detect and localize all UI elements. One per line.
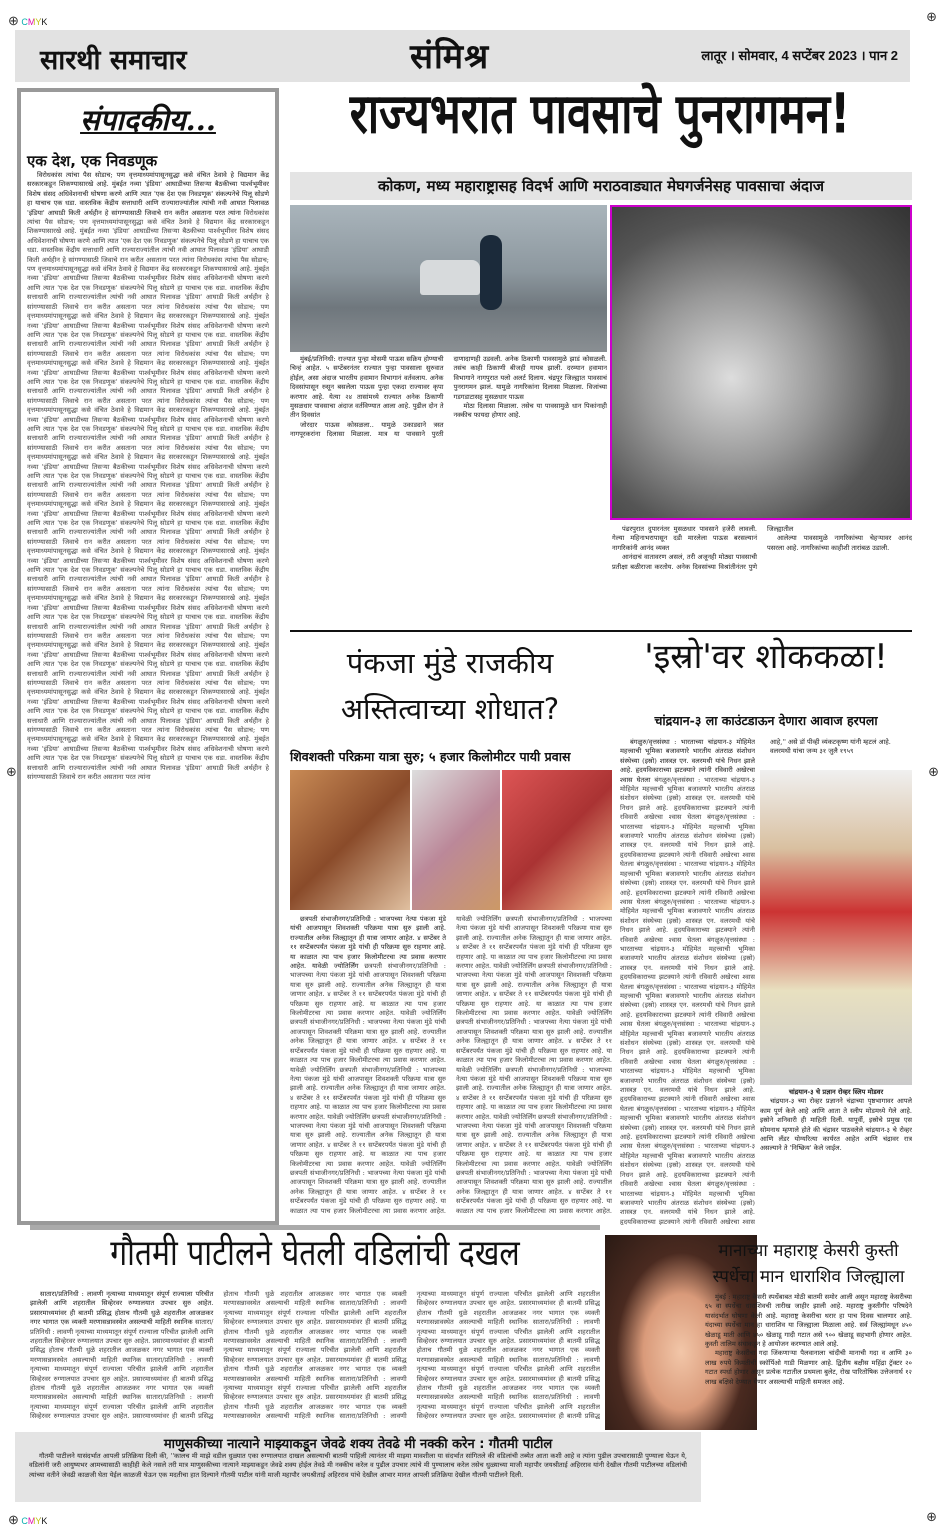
filler-copy: बंगळुरु/वृत्तसंस्था : भारताच्या चांद्रयान-३ मोहिमेत महत्त्वाची भूमिका बजावणारे भारतीय अंतराळ संशोधन संस्थेच्या (इस्रो) शास्त्रज्ञ एन. वलरमथी यांचे निधन झाले आहे. हृदयविकाराच्या झटक्याने त्यांनी रविवारी अखेरचा श्वास घेतला — [620, 897, 755, 944]
kesari-text: मुंबई : महाराष्ट्र केसरी स्पर्धेबाबत मोठी बातमी समोर आली असून महाराष्ट्र केसरीच्या ६५ वा स्पर्धेचा धाराशिवची तारीख जाहीर झाली आहे. महाराष्ट्र कुस्तीगीर परिषदेने यासंदर्भात घोषणा केली आहे. महाराष्ट्र केसरीचा थरार हा पाच दिवस चालणार आहे. यंदाच्या स्पर्धेचा मान हा धाराशिव या जिल्ह्याला मिळाला आहे. सर्व जिल्ह्यांमधून ४५० खेळाडू माती आणि ४५० खेळाडू गादी गटात असे ९०० खेळाडू सहभागी होणार आहेत. कुस्ती तालिम संघाकडून हे आयोजन करण्यात आले आहे. महाराष्ट्र केसरीचा गदा जिंकणाऱ्या पैलवानाला चांदीची मानाची गदा व आणि ३० लाख रुपये किमतीची स्कॉर्पिओ गाडी मिळणार आहे. द्वितीय बक्षीस महिंद्रा ट्रॅक्टर २० गटात स्पर्धा होणार असून प्रत्येक गटातील प्रथमला बुलेट, रोख पारितोषिक उत्तेजनार्थ १२ लाख बक्षिसे देण्यात येणार असल्याची माहिती समजत आहे. — [705, 1293, 912, 1386]
editorial-title: एक देश, एक निवडणूक — [27, 152, 158, 170]
filler-copy: विरोधकांस त्यांचा पैस सोडाच; पण वृत्तमाध्यमांपासूनसुद्धा कसे वंचित ठेवावे हे विद्यमान केंद्र सरकारकडून शिकण्यासारखे आहे. मुंबईत नव्या 'इंडिया' आघाडीच्या तिसऱ्या बैठकीच्या पार्श्वभूमीवर विशेष संसद अधिवेशनाची घोषणा करणे आणि त्यात 'एक देश एक निवडणूक' संकल्पनेचे पिलू सोडणे हा याचाच एक धडा. वास्तविक केंद्रीय सत्ताधारी आणि राज्याराज्यांतील त्यांची नवी आघात पिलावळ 'इंडिया' आघाडी किती अर्थहीन हे सांगण्यासाठी जिवाचे रान करीत असताना परत त्यांना — [27, 584, 269, 640]
lead-headline: राज्यभरात पावसाचे पुनरागमन! — [349, 82, 851, 147]
isro-quote: आहे,'' असे डॉ पीव्ही व्यंकटकृष्ण यांनी म्हटलं आहे. वलरमथी यांचा जन्म ३१ जुलै १९५९ — [770, 738, 891, 756]
filler-copy: बंगळुरु/वृत्तसंस्था : भारताच्या चांद्रयान-३ मोहिमेत महत्त्वाची भूमिका बजावणारे भारतीय अंतराळ संशोधन संस्थेच्या (इस्रो) शास्त्रज्ञ एन. वलरमथी यांचे निधन झाले आहे. हृदयविकाराच्या झटक्याने त्यांनी रविवारी अखेरचा श्वास घेतला — [620, 860, 755, 906]
gautami-text: सातारा/प्रतिनिधी : लावणी नृत्याच्या माध्यमातून संपूर्ण राज्याला परिचीत झालेली आणि शहरातील सिव्हेरवर रुग्णालयात उपचार सुरु आहेत. प्रसारमाध्यमांवर ही बातमी प्रसिद्ध होताच गौतमी धुळे शहरातील आजळकर नगर भागात एक व्यक्ती मरणासन्नावस्थेत असल्याची माहिती स्थानिक सातारा/प्रतिनिधी : लावणी नृत्याच्या माध्यमातून संपूर्ण राज्याला परिचीत झालेली आणि शहरातील सिव्हेरवर रुग्णालयात उपचार सुरु आहेत. प्रसारमाध्यमांवर ही बातमी प्रसिद्ध होताच गौतमी धुळे शहरातील आजळकर नगर भागात एक व्यक्ती मरणासन्नावस्थेत असल्याची माहिती स्थानिक सातारा/प्रतिनिधी : लावणी नृत्याच्या माध्यमातून संपूर्ण राज्याला परिचीत झालेली आणि शहरातील सिव्हेरवर रुग्णालयात उपचार सुरु आहेत. प्रसारमाध्यमांवर ही बातमी प्रसिद्ध होताच गौतमी धुळे शहरातील आजळकर नगर भागात एक व्यक्ती मरणासन्नावस्थेत असल्याची माहिती स्थानिक सातारा/प्रतिनिधी : लावणी नृत्याच्या माध्यमातून संपूर्ण राज्याला परिचीत झालेली आणि शहरातील सिव्हेरवर रुग्णालयात उपचार सुरु आहेत. प्रसारमाध्यमांवर ही बातमी प्रसिद्ध होताच गौतमी धुळे शहरातील आजळकर नगर भागात एक व्यक्ती मरणासन्नावस्थेत असल्याची माहिती स्थानिक सातारा/प्रतिनिधी : लावणी नृत्याच्या माध्यमातून संपूर्ण राज्याला परिचीत झालेली आणि शहरातील सिव्हेरवर रुग्णालयात उपचार सुरु आहेत. प्रसारमाध्यमांवर ही बातमी प्रसिद्ध होताच गौतमी धुळे शहरातील आजळकर नगर भागात एक व्यक्ती मरणासन्नावस्थेत असल्याची माहिती स्थानिक सातारा/प्रतिनिधी : लावणी नृत्याच्या माध्यमातून संपूर्ण राज्याला परिचीत झालेली आणि शहरातील सिव्हेरवर रुग्णालयात उपचार सुरु आहेत. प्रसारमाध्यमांवर ही बातमी प्रसिद्ध होताच गौतमी धुळे शहरातील आजळकर नगर भागात एक व्यक्ती मरणासन्नावस्थेत असल्याची माहिती स्थानिक सातारा/प्रतिनिधी : लावणी नृत्याच्या माध्यमातून संपूर्ण राज्याला परिचीत झालेली आणि शहरातील सिव्हेरवर रुग्णालयात उपचार सुरु आहेत. प्रसारमाध्यमांवर ही बातमी प्रसिद्ध होताच गौतमी धुळे शहरातील आजळकर नगर भागात एक व्यक्ती मरणासन्नावस्थेत असल्याची माहिती स्थानिक सातारा/प्रतिनिधी : लावणी नृत्याच्या माध्यमातून संपूर्ण राज्याला परिचीत झालेली आणि शहरातील सिव्हेरवर रुग्णालयात उपचार सुरु आहेत. प्रसारमाध्यमांवर ही बातमी प्रसिद्ध होताच गौतमी धुळे शहरातील आजळकर नगर भागात एक व्यक्ती मरणासन्नावस्थेत असल्याची माहिती स्थानिक सातारा/प्रतिनिधी : लावणी नृत्याच्या माध्यमातून संपूर्ण राज्याला परिचीत झालेली आणि शहरातील सिव्हेरवर रुग्णालयात उपचार सुरु आहेत. प्रसारमाध्यमांवर ही बातमी प्रसिद्ध होताच गौतमी धुळे शहरातील आजळकर नगर भागात एक व्यक्ती मरणासन्नावस्थेत असल्याची माहिती स्थानिक सातारा/प्रतिनिधी : लावणी नृत्याच्या माध्यमातून संपूर्ण राज्याला परिचीत झालेली आणि शहरातील सिव्हेरवर रुग्णालयात उपचार सुरु आहेत. प्रसारमाध्यमांवर ही बातमी प्रसिद्ध होताच गौतमी धुळे शहरातील आजळकर नगर भागात एक व्यक्ती मरणासन्नावस्थेत असल्याची माहिती स्थानिक सातारा/प्रतिनिधी : लावणी नृत्याच्या माध्यमातून संपूर्ण राज्याला परिचीत झालेली आणि शहरातील सिव्हेरवर रुग्णालयात उपचार सुरु आहेत. प्रसारमाध्यमांवर ही बातमी प्रसिद्ध — [30, 1290, 600, 1430]
cmyk-label: CMYK — [21, 1516, 48, 1526]
registration-mark-bottom — [8, 1512, 47, 1528]
filler-copy: छत्रपती संभाजीनगर/प्रतिनिधी : भाजपच्या नेत्या पंकजा मुंडे यांची आजपासून शिवशक्ती परिक्रमा यात्रा सुरु झाली आहे. राज्यातील अनेक जिल्ह्यातून ही यात्रा जाणार आहेत. ४ सप्टेंबर ते ११ सप्टेंबरपर्यंत पंकजा मुंडे यांची ही परिक्रमा सुरु राहणार आहे. या काळात त्या पाच हजार किलोमीटरचा त्या प्रवास करणार आहेत. यावेळी ज्योतिर्लिंग — [290, 962, 446, 1018]
filler-copy: छत्रपती संभाजीनगर/प्रतिनिधी : भाजपच्या नेत्या पंकजा मुंडे यांची आजपासून शिवशक्ती परिक्रमा यात्रा सुरु झाली आहे. राज्यातील अनेक जिल्ह्यातून ही यात्रा जाणार आहेत. ४ सप्टेंबर ते ११ सप्टेंबरपर्यंत पंकजा मुंडे यांची ही परिक्रमा सुरु राहणार आहे. या काळात त्या पाच हजार किलोमीटरचा त्या प्रवास करणार आहेत. यावेळी ज्योतिर्लिंग — [456, 1112, 612, 1168]
lead-map-text: पंढरपुरात दुपारनंतर मुसळधार पावसाने हजेरी लावली. गेल्या महिनाभरापासून दडी मारलेला पाऊस बरसल्यानं नागरिकांनी आनंद व्यक्त आनंदाचं वातावरण असलं, तरी अजूनही मोठ्या पावसाची प्रतीक्षा बळीराजा करतोय. अनेक दिवसांच्या विश्रांतीनंतर पुणे जिल्ह्यातील आलेल्या पावसामुळे नागरिकांच्या चेहऱ्यावर आनंद पसरला आहे. नागरिकांच्या काहीशी तारांबळ उडाली. — [612, 525, 912, 571]
filler-copy: छत्रपती संभाजीनगर/प्रतिनिधी : भाजपच्या नेत्या पंकजा मुंडे यांची आजपासून शिवशक्ती परिक्रमा यात्रा सुरु झाली आहे. राज्यातील अनेक जिल्ह्यातून ही यात्रा जाणार आहेत. ४ सप्टेंबर ते ११ सप्टेंबरपर्यंत पंकजा मुंडे यांची ही परिक्रमा सुरु राहणार आहे. या काळात त्या पाच हजार किलोमीटरचा त्या प्रवास करणार आहेत. यावेळी ज्योतिर्लिंग — [290, 1018, 446, 1074]
filler-copy: सातारा/प्रतिनिधी : लावणी नृत्याच्या माध्यमातून संपूर्ण राज्याला परिचीत झालेली आणि शहरातील सिव्हेरवर रुग्णालयात उपचार सुरु आहेत. प्रसारमाध्यमांवर ही बातमी प्रसिद्ध होताच गौतमी धुळे शहरातील आजळकर नगर भागात एक व्यक्ती मरणासन्नावस्थेत असल्याची माहिती स्थानिक — [223, 1337, 407, 1383]
filler-copy: छत्रपती संभाजीनगर/प्रतिनिधी : भाजपच्या नेत्या पंकजा मुंडे यांची आजपासून शिवशक्ती परिक्रमा यात्रा सुरु झाली आहे. राज्यातील अनेक जिल्ह्यातून ही यात्रा जाणार आहेत. ४ सप्टेंबर ते ११ सप्टेंबरपर्यंत पंकजा मुंडे यांची ही परिक्रमा सुरु राहणार आहे. या काळात त्या पाच हजार किलोमीटरचा त्या प्रवास करणार आहेत. — [456, 1168, 612, 1215]
registration-cross-icon: ⊕ — [6, 765, 17, 780]
filler-copy: सातारा/प्रतिनिधी : लावणी नृत्याच्या माध्यमातून संपूर्ण राज्याला परिचीत झालेली आणि शहरातील सिव्हेरवर रुग्णालयात उपचार सुरु आहेत. प्रसारमाध्यमांवर ही बातमी प्रसिद्ध — [416, 1393, 600, 1421]
filler-copy: विरोधकांस त्यांचा पैस सोडाच; पण वृत्तमाध्यमांपासूनसुद्धा कसे वंचित ठेवावे हे विद्यमान केंद्र सरकारकडून शिकण्यासारखे आहे. मुंबईत नव्या 'इंडिया' आघाडीच्या तिसऱ्या बैठकीच्या पार्श्वभूमीवर विशेष संसद अधिवेशनाची घोषणा करणे आणि त्यात 'एक देश एक निवडणूक' संकल्पनेचे पिलू सोडणे हा याचाच एक धडा. वास्तविक केंद्रीय सत्ताधारी आणि राज्याराज्यांतील त्यांची नवी आघात पिलावळ 'इंडिया' आघाडी किती अर्थहीन हे सांगण्यासाठी जिवाचे रान करीत असताना परत त्यांना — [27, 302, 269, 358]
kesari-headline: मानाच्या महाराष्ट्र केसरी कुस्ती स्पर्धेचा मान धाराशिव जिल्ह्याला — [712, 1241, 905, 1287]
filler-copy: सातारा/प्रतिनिधी : लावणी नृत्याच्या माध्यमातून संपूर्ण राज्याला परिचीत झालेली आणि शहरातील सिव्हेरवर रुग्णालयात उपचार सुरु आहेत. प्रसारमाध्यमांवर ही बातमी प्रसिद्ध होताच गौतमी धुळे शहरातील आजळकर नगर भागात एक व्यक्ती मरणासन्नावस्थेत असल्याची माहिती स्थानिक — [416, 1355, 600, 1402]
filler-copy: बंगळुरु/वृत्तसंस्था : भारताच्या चांद्रयान-३ मोहिमेत महत्त्वाची भूमिका बजावणारे भारतीय अंतराळ संशोधन संस्थेच्या (इस्रो) शास्त्रज्ञ एन. वलरमथी यांचे निधन झाले आहे. हृदयविकाराच्या झटक्याने त्यांनी रविवारी अखेरचा श्वास — [620, 1180, 755, 1225]
lead-closing: मोठा दिलासा मिळाला. तसेच या पावसामुळे धान पिकांनाही नक्कीच फायदा होणार आहे. — [453, 402, 607, 420]
gautami-box-title: माणुसकीच्या नात्याने माझ्याकडून जेवढे शक्य तेवढे मी नक्की करेन : गौतमी पाटील — [163, 1437, 553, 1452]
registration-cross-icon: ⊕ — [8, 1512, 19, 1527]
dateline: लातूर । सोमवार, 4 सप्टेंबर 2023 । पान 2 — [701, 48, 898, 63]
editorial-label: संपादकीय... — [80, 103, 216, 137]
isro-headline: 'इस्रो'वर शोककळा! — [644, 637, 888, 677]
divider — [30, 1225, 600, 1230]
filler-copy: सातारा/प्रतिनिधी : लावणी नृत्याच्या माध्यमातून संपूर्ण राज्याला परिचीत झालेली आणि शहरातील सिव्हेरवर रुग्णालयात उपचार सुरु आहेत. प्रसारमाध्यमांवर ही बातमी प्रसिद्ध होताच गौतमी धुळे शहरातील आजळकर नगर भागात एक व्यक्ती मरणासन्नावस्थेत असल्याची माहिती स्थानिक — [30, 1355, 214, 1402]
filler-copy: विरोधकांस त्यांचा पैस सोडाच; पण वृत्तमाध्यमांपासूनसुद्धा कसे वंचित ठेवावे हे विद्यमान केंद्र सरकारकडून शिकण्यासारखे आहे. मुंबईत नव्या 'इंडिया' आघाडीच्या तिसऱ्या बैठकीच्या पार्श्वभूमीवर विशेष संसद अधिवेशनाची घोषणा करणे आणि त्यात 'एक देश एक निवडणूक' संकल्पनेचे पिलू सोडणे हा याचाच एक धडा. वास्तविक केंद्रीय सत्ताधारी आणि राज्याराज्यांतील त्यांची नवी आघात पिलावळ 'इंडिया' आघाडी किती अर्थहीन हे सांगण्यासाठी जिवाचे रान करीत असताना परत त्यांना — [27, 396, 269, 452]
newspaper-logo: संमिश्र — [410, 37, 490, 77]
filler-copy: विरोधकांस त्यांचा पैस सोडाच; पण वृत्तमाध्यमांपासूनसुद्धा कसे वंचित ठेवावे हे विद्यमान केंद्र सरकारकडून शिकण्यासारखे आहे. मुंबईत नव्या 'इंडिया' आघाडीच्या तिसऱ्या बैठकीच्या पार्श्वभूमीवर विशेष संसद अधिवेशनाची घोषणा करणे आणि त्यात 'एक देश एक निवडणूक' संकल्पनेचे पिलू सोडणे हा याचाच एक धडा. वास्तविक केंद्रीय सत्ताधारी आणि राज्याराज्यांतील त्यांची नवी आघात पिलावळ 'इंडिया' आघाडी किती अर्थहीन हे सांगण्यासाठी जिवाचे रान करीत असताना परत त्यांना — [27, 678, 269, 734]
filler-copy: बंगळुरु/वृत्तसंस्था : भारताच्या चांद्रयान-३ मोहिमेत महत्त्वाची भूमिका बजावणारे भारतीय अंतराळ संशोधन संस्थेच्या (इस्रो) शास्त्रज्ञ एन. वलरमथी यांचे निधन झाले आहे. हृदयविकाराच्या झटक्याने त्यांनी रविवारी अखेरचा श्वास घेतला — [620, 775, 755, 822]
filler-copy: छत्रपती संभाजीनगर/प्रतिनिधी : भाजपच्या नेत्या पंकजा मुंडे यांची आजपासून शिवशक्ती परिक्रमा यात्रा सुरु झाली आहे. राज्यातील अनेक जिल्ह्यातून ही यात्रा जाणार आहेत. ४ सप्टेंबर ते ११ सप्टेंबरपर्यंत पंकजा मुंडे यांची ही परिक्रमा सुरु राहणार आहे. या काळात त्या पाच हजार किलोमीटरचा त्या प्रवास करणार आहेत. यावेळी ज्योतिर्लिंग — [456, 1065, 612, 1121]
registration-mark-top — [8, 13, 47, 29]
filler-copy: छत्रपती संभाजीनगर/प्रतिनिधी : भाजपच्या नेत्या पंकजा मुंडे यांची आजपासून शिवशक्ती परिक्रमा यात्रा सुरु झाली आहे. राज्यातील अनेक जिल्ह्यातून ही यात्रा जाणार आहेत. ४ सप्टेंबर ते ११ सप्टेंबरपर्यंत पंकजा मुंडे यांची ही परिक्रमा सुरु राहणार आहे. या काळात त्या पाच हजार किलोमीटरचा त्या प्रवास करणार आहेत. यावेळी ज्योतिर्लिंग — [456, 962, 612, 1018]
section-name: सारथी समाचार — [40, 45, 187, 76]
filler-copy: बंगळुरु/वृत्तसंस्था : भारताच्या चांद्रयान-३ मोहिमेत महत्त्वाची भूमिका बजावणारे भारतीय अंतराळ संशोधन संस्थेच्या (इस्रो) शास्त्रज्ञ एन. वलरमथी यांचे निधन झाले आहे. हृदयविकाराच्या झटक्याने त्यांनी रविवारी अखेरचा श्वास घेतला — [620, 1057, 755, 1113]
valarmathi-photo — [760, 770, 912, 1085]
isro-text: बंगळुरु/वृत्तसंस्था : भारताच्या चांद्रयान-३ मोहिमेत महत्त्वाची भूमिका बजावणारे भारतीय अंतराळ संशोधन संस्थेच्या (इस्रो) शास्त्रज्ञ एन. वलरमथी यांचे निधन झाले आहे. हृदयविकाराच्या झटक्याने त्यांनी रविवारी अखेरचा श्वास घेतला बंगळुरु/वृत्तसंस्था : भारताच्या चांद्रयान-३ मोहिमेत महत्त्वाची भूमिका बजावणारे भारतीय अंतराळ संशोधन संस्थेच्या (इस्रो) शास्त्रज्ञ एन. वलरमथी यांचे निधन झाले आहे. हृदयविकाराच्या झटक्याने त्यांनी रविवारी अखेरचा श्वास घेतला बंगळुरु/वृत्तसंस्था : भारताच्या चांद्रयान-३ मोहिमेत महत्त्वाची भूमिका बजावणारे भारतीय अंतराळ संशोधन संस्थेच्या (इस्रो) शास्त्रज्ञ एन. वलरमथी यांचे निधन झाले आहे. हृदयविकाराच्या झटक्याने त्यांनी रविवारी अखेरचा श्वास घेतला बंगळुरु/वृत्तसंस्था : भारताच्या चांद्रयान-३ मोहिमेत महत्त्वाची भूमिका बजावणारे भारतीय अंतराळ संशोधन संस्थेच्या (इस्रो) शास्त्रज्ञ एन. वलरमथी यांचे निधन झाले आहे. हृदयविकाराच्या झटक्याने त्यांनी रविवारी अखेरचा श्वास घेतला बंगळुरु/वृत्तसंस्था : भारताच्या चांद्रयान-३ मोहिमेत महत्त्वाची भूमिका बजावणारे भारतीय अंतराळ संशोधन संस्थेच्या (इस्रो) शास्त्रज्ञ एन. वलरमथी यांचे निधन झाले आहे. हृदयविकाराच्या झटक्याने त्यांनी रविवारी अखेरचा श्वास घेतला बंगळुरु/वृत्तसंस्था : भारताच्या चांद्रयान-३ मोहिमेत महत्त्वाची भूमिका बजावणारे भारतीय अंतराळ संशोधन संस्थेच्या (इस्रो) शास्त्रज्ञ एन. वलरमथी यांचे निधन झाले आहे. हृदयविकाराच्या झटक्याने त्यांनी रविवारी अखेरचा श्वास घेतला बंगळुरु/वृत्तसंस्था : भारताच्या चांद्रयान-३ मोहिमेत महत्त्वाची भूमिका बजावणारे भारतीय अंतराळ संशोधन संस्थेच्या (इस्रो) शास्त्रज्ञ एन. वलरमथी यांचे निधन झाले आहे. हृदयविकाराच्या झटक्याने त्यांनी रविवारी अखेरचा श्वास घेतला बंगळुरु/वृत्तसंस्था : भारताच्या चांद्रयान-३ मोहिमेत महत्त्वाची भूमिका बजावणारे भारतीय अंतराळ संशोधन संस्थेच्या (इस्रो) शास्त्रज्ञ एन. वलरमथी यांचे निधन झाले आहे. हृदयविकाराच्या झटक्याने त्यांनी रविवारी अखेरचा श्वास घेतला बंगळुरु/वृत्तसंस्था : भारताच्या चांद्रयान-३ मोहिमेत महत्त्वाची भूमिका बजावणारे भारतीय अंतराळ संशोधन संस्थेच्या (इस्रो) शास्त्रज्ञ एन. वलरमथी यांचे निधन झाले आहे. हृदयविकाराच्या झटक्याने त्यांनी रविवारी अखेरचा श्वास घेतला बंगळुरु/वृत्तसंस्था : भारताच्या चांद्रयान-३ मोहिमेत महत्त्वाची भूमिका बजावणारे भारतीय अंतराळ संशोधन संस्थेच्या (इस्रो) शास्त्रज्ञ एन. वलरमथी यांचे निधन झाले आहे. हृदयविकाराच्या झटक्याने त्यांनी रविवारी अखेरचा श्वास घेतला बंगळुरु/वृत्तसंस्था : भारताच्या चांद्रयान-३ मोहिमेत महत्त्वाची भूमिका बजावणारे भारतीय अंतराळ संशोधन संस्थेच्या (इस्रो) शास्त्रज्ञ एन. वलरमथी यांचे निधन झाले आहे. हृदयविकाराच्या झटक्याने त्यांनी रविवारी अखेरचा श्वास घेतला बंगळुरु/वृत्तसंस्था : भारताच्या चांद्रयान-३ मोहिमेत महत्त्वाची भूमिका बजावणारे भारतीय अंतराळ संशोधन संस्थेच्या (इस्रो) शास्त्रज्ञ एन. वलरमथी यांचे निधन झाले आहे. हृदयविकाराच्या झटक्याने त्यांनी रविवारी अखेरचा श्वास — [620, 738, 755, 1225]
filler-copy: बंगळुरु/वृत्तसंस्था : भारताच्या चांद्रयान-३ मोहिमेत महत्त्वाची भूमिका बजावणारे भारतीय अंतराळ संशोधन संस्थेच्या (इस्रो) शास्त्रज्ञ एन. वलरमथी यांचे निधन झाले आहे. हृदयविकाराच्या झटक्याने त्यांनी रविवारी अखेरचा श्वास घेतला — [620, 982, 755, 1029]
registration-cross-icon: ⊕ — [926, 10, 937, 25]
filler-copy: सातारा/प्रतिनिधी : लावणी नृत्याच्या माध्यमातून संपूर्ण राज्याला परिचीत झालेली आणि शहरातील सिव्हेरवर रुग्णालयात उपचार सुरु आहेत. प्रसारमाध्यमांवर ही बातमी प्रसिद्ध होताच गौतमी धुळे शहरातील आजळकर नगर भागात एक व्यक्ती मरणासन्नावस्थेत असल्याची माहिती स्थानिक — [30, 1318, 214, 1364]
editorial-text: विरोधकांस त्यांचा पैस सोडाच; पण वृत्तमाध्यमांपासूनसुद्धा कसे वंचित ठेवावे हे विद्यमान केंद्र सरकारकडून शिकण्यासारखे आहे. मुंबईत नव्या 'इंडिया' आघाडीच्या तिसऱ्या बैठकीच्या पार्श्वभूमीवर विशेष संसद अधिवेशनाची घोषणा करणे आणि त्यात 'एक देश एक निवडणूक' संकल्पनेचे पिलू सोडणे हा याचाच एक धडा. वास्तविक केंद्रीय सत्ताधारी आणि राज्याराज्यांतील त्यांची नवी आघात पिलावळ 'इंडिया' आघाडी किती अर्थहीन हे सांगण्यासाठी जिवाचे रान करीत असताना परत त्यांना विरोधकांस त्यांचा पैस सोडाच; पण वृत्तमाध्यमांपासूनसुद्धा कसे वंचित ठेवावे हे विद्यमान केंद्र सरकारकडून शिकण्यासारखे आहे. मुंबईत नव्या 'इंडिया' आघाडीच्या तिसऱ्या बैठकीच्या पार्श्वभूमीवर विशेष संसद अधिवेशनाची घोषणा करणे आणि त्यात 'एक देश एक निवडणूक' संकल्पनेचे पिलू सोडणे हा याचाच एक धडा. वास्तविक केंद्रीय सत्ताधारी आणि राज्याराज्यांतील त्यांची नवी आघात पिलावळ 'इंडिया' आघाडी किती अर्थहीन हे सांगण्यासाठी जिवाचे रान करीत असताना परत त्यांना विरोधकांस त्यांचा पैस सोडाच; पण वृत्तमाध्यमांपासूनसुद्धा कसे वंचित ठेवावे हे विद्यमान केंद्र सरकारकडून शिकण्यासारखे आहे. मुंबईत नव्या 'इंडिया' आघाडीच्या तिसऱ्या बैठकीच्या पार्श्वभूमीवर विशेष संसद अधिवेशनाची घोषणा करणे आणि त्यात 'एक देश एक निवडणूक' संकल्पनेचे पिलू सोडणे हा याचाच एक धडा. वास्तविक केंद्रीय सत्ताधारी आणि राज्याराज्यांतील त्यांची नवी आघात पिलावळ 'इंडिया' आघाडी किती अर्थहीन हे सांगण्यासाठी जिवाचे रान करीत असताना परत त्यांना विरोधकांस त्यांचा पैस सोडाच; पण वृत्तमाध्यमांपासूनसुद्धा कसे वंचित ठेवावे हे विद्यमान केंद्र सरकारकडून शिकण्यासारखे आहे. मुंबईत नव्या 'इंडिया' आघाडीच्या तिसऱ्या बैठकीच्या पार्श्वभूमीवर विशेष संसद अधिवेशनाची घोषणा करणे आणि त्यात 'एक देश एक निवडणूक' संकल्पनेचे पिलू सोडणे हा याचाच एक धडा. वास्तविक केंद्रीय सत्ताधारी आणि राज्याराज्यांतील त्यांची नवी आघात पिलावळ 'इंडिया' आघाडी किती अर्थहीन हे सांगण्यासाठी जिवाचे रान करीत असताना परत त्यांना विरोधकांस त्यांचा पैस सोडाच; पण वृत्तमाध्यमांपासूनसुद्धा कसे वंचित ठेवावे हे विद्यमान केंद्र सरकारकडून शिकण्यासारखे आहे. मुंबईत नव्या 'इंडिया' आघाडीच्या तिसऱ्या बैठकीच्या पार्श्वभूमीवर विशेष संसद अधिवेशनाची घोषणा करणे आणि त्यात 'एक देश एक निवडणूक' संकल्पनेचे पिलू सोडणे हा याचाच एक धडा. वास्तविक केंद्रीय सत्ताधारी आणि राज्याराज्यांतील त्यांची नवी आघात पिलावळ 'इंडिया' आघाडी किती अर्थहीन हे सांगण्यासाठी जिवाचे रान करीत असताना परत त्यांना विरोधकांस त्यांचा पैस सोडाच; पण वृत्तमाध्यमांपासूनसुद्धा कसे वंचित ठेवावे हे विद्यमान केंद्र सरकारकडून शिकण्यासारखे आहे. मुंबईत नव्या 'इंडिया' आघाडीच्या तिसऱ्या बैठकीच्या पार्श्वभूमीवर विशेष संसद अधिवेशनाची घोषणा करणे आणि त्यात 'एक देश एक निवडणूक' संकल्पनेचे पिलू सोडणे हा याचाच एक धडा. वास्तविक केंद्रीय सत्ताधारी आणि राज्याराज्यांतील त्यांची नवी आघात पिलावळ 'इंडिया' आघाडी किती अर्थहीन हे सांगण्यासाठी जिवाचे रान करीत असताना परत त्यांना विरोधकांस त्यांचा पैस सोडाच; पण वृत्तमाध्यमांपासूनसुद्धा कसे वंचित ठेवावे हे विद्यमान केंद्र सरकारकडून शिकण्यासारखे आहे. मुंबईत नव्या 'इंडिया' आघाडीच्या तिसऱ्या बैठकीच्या पार्श्वभूमीवर विशेष संसद अधिवेशनाची घोषणा करणे आणि त्यात 'एक देश एक निवडणूक' संकल्पनेचे पिलू सोडणे हा याचाच एक धडा. वास्तविक केंद्रीय सत्ताधारी आणि राज्याराज्यांतील त्यांची नवी आघात पिलावळ 'इंडिया' आघाडी किती अर्थहीन हे सांगण्यासाठी जिवाचे रान करीत असताना परत त्यांना विरोधकांस त्यांचा पैस सोडाच; पण वृत्तमाध्यमांपासूनसुद्धा कसे वंचित ठेवावे हे विद्यमान केंद्र सरकारकडून शिकण्यासारखे आहे. मुंबईत नव्या 'इंडिया' आघाडीच्या तिसऱ्या बैठकीच्या पार्श्वभूमीवर विशेष संसद अधिवेशनाची घोषणा करणे आणि त्यात 'एक देश एक निवडणूक' संकल्पनेचे पिलू सोडणे हा याचाच एक धडा. वास्तविक केंद्रीय सत्ताधारी आणि राज्याराज्यांतील त्यांची नवी आघात पिलावळ 'इंडिया' आघाडी किती अर्थहीन हे सांगण्यासाठी जिवाचे रान करीत असताना परत त्यांना विरोधकांस त्यांचा पैस सोडाच; पण वृत्तमाध्यमांपासूनसुद्धा कसे वंचित ठेवावे हे विद्यमान केंद्र सरकारकडून शिकण्यासारखे आहे. मुंबईत नव्या 'इंडिया' आघाडीच्या तिसऱ्या बैठकीच्या पार्श्वभूमीवर विशेष संसद अधिवेशनाची घोषणा करणे आणि त्यात 'एक देश एक निवडणूक' संकल्पनेचे पिलू सोडणे हा याचाच एक धडा. वास्तविक केंद्रीय सत्ताधारी आणि राज्याराज्यांतील त्यांची नवी आघात पिलावळ 'इंडिया' आघाडी किती अर्थहीन हे सांगण्यासाठी जिवाचे रान करीत असताना परत त्यांना विरोधकांस त्यांचा पैस सोडाच; पण वृत्तमाध्यमांपासूनसुद्धा कसे वंचित ठेवावे हे विद्यमान केंद्र सरकारकडून शिकण्यासारखे आहे. मुंबईत नव्या 'इंडिया' आघाडीच्या तिसऱ्या बैठकीच्या पार्श्वभूमीवर विशेष संसद अधिवेशनाची घोषणा करणे आणि त्यात 'एक देश एक निवडणूक' संकल्पनेचे पिलू सोडणे हा याचाच एक धडा. वास्तविक केंद्रीय सत्ताधारी आणि राज्याराज्यांतील त्यांची नवी आघात पिलावळ 'इंडिया' आघाडी किती अर्थहीन हे सांगण्यासाठी जिवाचे रान करीत असताना परत त्यांना विरोधकांस त्यांचा पैस सोडाच; पण वृत्तमाध्यमांपासूनसुद्धा कसे वंचित ठेवावे हे विद्यमान केंद्र सरकारकडून शिकण्यासारखे आहे. मुंबईत नव्या 'इंडिया' आघाडीच्या तिसऱ्या बैठकीच्या पार्श्वभूमीवर विशेष संसद अधिवेशनाची घोषणा करणे आणि त्यात 'एक देश एक निवडणूक' संकल्पनेचे पिलू सोडणे हा याचाच एक धडा. वास्तविक केंद्रीय सत्ताधारी आणि राज्याराज्यांतील त्यांची नवी आघात पिलावळ 'इंडिया' आघाडी किती अर्थहीन हे सांगण्यासाठी जिवाचे रान करीत असताना परत त्यांना विरोधकांस त्यांचा पैस सोडाच; पण वृत्तमाध्यमांपासूनसुद्धा कसे वंचित ठेवावे हे विद्यमान केंद्र सरकारकडून शिकण्यासारखे आहे. मुंबईत नव्या 'इंडिया' आघाडीच्या तिसऱ्या बैठकीच्या पार्श्वभूमीवर विशेष संसद अधिवेशनाची घोषणा करणे आणि त्यात 'एक देश एक निवडणूक' संकल्पनेचे पिलू सोडणे हा याचाच एक धडा. वास्तविक केंद्रीय सत्ताधारी आणि राज्याराज्यांतील त्यांची नवी आघात पिलावळ 'इंडिया' आघाडी किती अर्थहीन हे सांगण्यासाठी जिवाचे रान करीत असताना परत त्यांना विरोधकांस त्यांचा पैस सोडाच; पण वृत्तमाध्यमांपासूनसुद्धा कसे वंचित ठेवावे हे विद्यमान केंद्र सरकारकडून शिकण्यासारखे आहे. मुंबईत नव्या 'इंडिया' आघाडीच्या तिसऱ्या बैठकीच्या पार्श्वभूमीवर विशेष संसद अधिवेशनाची घोषणा करणे आणि त्यात 'एक देश एक निवडणूक' संकल्पनेचे पिलू सोडणे हा याचाच एक धडा. वास्तविक केंद्रीय सत्ताधारी आणि राज्याराज्यांतील त्यांची नवी आघात पिलावळ 'इंडिया' आघाडी किती अर्थहीन हे सांगण्यासाठी जिवाचे रान करीत असताना परत त्यांना — [27, 171, 269, 781]
filler-copy: बंगळुरु/वृत्तसंस्था : भारताच्या चांद्रयान-३ मोहिमेत महत्त्वाची भूमिका बजावणारे भारतीय अंतराळ संशोधन संस्थेच्या (इस्रो) शास्त्रज्ञ एन. वलरमथी यांचे निधन झाले आहे. हृदयविकाराच्या झटक्याने त्यांनी रविवारी अखेरचा श्वास घेतला — [620, 1020, 755, 1066]
gautami-box-text: गौतमी पाटीलने यासंदर्भात आपली प्रतिक्रिया दिली की, ''कालच मी माझे वडील धुळ्यात एका रुग्णालयात दाखल असल्याची बातमी पाहिली त्यानंतर मी माझ्या मावशीला या संदर्भात सांगितले की वडिलांची तब्येत आता कशी आहे व त्यांना पुढील उपचारासाठी पुण्याला घेऊन ये, वडिलांनी जरी आयुष्यभर आमच्यासाठी काहीही केले नसले तरी मात्र माणुसकीच्या नात्याने माझ्याकडून जेवढे शक्य होईल तेवढे मी नक्कीच करेल व पुढील उपचार त्यांचे मी पुण्यालाच करेल तसेच धुळ्याच्या माजी महापौर जयश्रीताई अहिरराव यांनी देखील गौतमी पाटीलच्या वडिलांची त्यांच्या वतीने जेवढी काळजी घेता येईल काळजी घेऊन एक मदतीचा हात दिल्याने गौतमी पाटील यांनी माजी महापौर जयश्रीताई अहिरराव यांचे देखील आभार मानत आपली प्रतिक्रिया देखील गौतमी पाटीलने दिली. — [29, 1452, 687, 1479]
masthead — [15, 30, 910, 82]
filler-copy: विरोधकांस त्यांचा पैस सोडाच; पण वृत्तमाध्यमांपासूनसुद्धा कसे वंचित ठेवावे हे विद्यमान केंद्र सरकारकडून शिकण्यासारखे आहे. मुंबईत नव्या 'इंडिया' आघाडीच्या तिसऱ्या बैठकीच्या पार्श्वभूमीवर विशेष संसद अधिवेशनाची घोषणा करणे आणि त्यात 'एक देश एक निवडणूक' संकल्पनेचे पिलू सोडणे हा याचाच एक धडा. वास्तविक केंद्रीय सत्ताधारी आणि राज्याराज्यांतील त्यांची नवी आघात पिलावळ 'इंडिया' आघाडी किती अर्थहीन हे सांगण्यासाठी जिवाचे रान करीत असताना परत त्यांना — [27, 208, 269, 264]
divider — [290, 630, 912, 632]
isro-subhead: चांद्रयान-३ ला काउंटडाऊन देणारा आवाज हरपला — [654, 713, 878, 728]
filler-copy: विरोधकांस त्यांचा पैस सोडाच; पण वृत्तमाध्यमांपासूनसुद्धा कसे वंचित ठेवावे हे विद्यमान केंद्र सरकारकडून शिकण्यासारखे आहे. मुंबईत नव्या 'इंडिया' आघाडीच्या तिसऱ्या बैठकीच्या पार्श्वभूमीवर विशेष संसद अधिवेशनाची घोषणा करणे आणि त्यात 'एक देश एक निवडणूक' संकल्पनेचे पिलू सोडणे हा याचाच एक धडा. वास्तविक केंद्रीय सत्ताधारी आणि राज्याराज्यांतील त्यांची नवी आघात पिलावळ 'इंडिया' आघाडी किती अर्थहीन हे सांगण्यासाठी जिवाचे रान करीत असताना परत त्यांना — [27, 631, 269, 687]
filler-copy: सातारा/प्रतिनिधी : लावणी नृत्याच्या माध्यमातून संपूर्ण राज्याला परिचीत झालेली आणि शहरातील सिव्हेरवर रुग्णालयात उपचार सुरु आहेत. प्रसारमाध्यमांवर ही बातमी प्रसिद्ध होताच गौतमी धुळे शहरातील आजळकर नगर भागात एक व्यक्ती मरणासन्नावस्थेत असल्याची माहिती स्थानिक — [223, 1374, 407, 1421]
editorial-box — [17, 88, 279, 1225]
gautami-headline: गौतमी पाटीलने घेतली वडिलांची दखल — [110, 1232, 520, 1275]
registration-cross-icon: ⊕ — [8, 13, 19, 28]
filler-copy: सातारा/प्रतिनिधी : लावणी नृत्याच्या माध्यमातून संपूर्ण राज्याला परिचीत झालेली आणि शहरातील सिव्हेरवर रुग्णालयात उपचार सुरु आहेत. प्रसारमाध्यमांवर ही बातमी प्रसिद्ध होताच गौतमी धुळे शहरातील आजळकर नगर भागात एक व्यक्ती मरणासन्नावस्थेत असल्याची माहिती स्थानिक — [30, 1290, 407, 1421]
filler-copy: बंगळुरु/वृत्तसंस्था : भारताच्या चांद्रयान-३ मोहिमेत महत्त्वाची भूमिका बजावणारे भारतीय अंतराळ संशोधन संस्थेच्या (इस्रो) शास्त्रज्ञ एन. वलरमथी यांचे निधन झाले आहे. हृदयविकाराच्या झटक्याने त्यांनी रविवारी अखेरचा श्वास घेतला — [620, 935, 755, 991]
registration-cross-icon: ⊕ — [928, 765, 939, 780]
filler-copy: बंगळुरु/वृत्तसंस्था : भारताच्या चांद्रयान-३ मोहिमेत महत्त्वाची भूमिका बजावणारे भारतीय अंतराळ संशोधन संस्थेच्या (इस्रो) शास्त्रज्ञ एन. वलरमथी यांचे निधन झाले आहे. हृदयविकाराच्या झटक्याने त्यांनी रविवारी अखेरचा श्वास घेतला — [620, 1142, 755, 1189]
pankaja-photo-2 — [412, 770, 500, 910]
filler-copy: छत्रपती संभाजीनगर/प्रतिनिधी : भाजपच्या नेत्या पंकजा मुंडे यांची आजपासून शिवशक्ती परिक्रमा यात्रा सुरु झाली आहे. राज्यातील अनेक जिल्ह्यातून ही यात्रा जाणार आहेत. ४ सप्टेंबर ते ११ सप्टेंबरपर्यंत पंकजा मुंडे यांची ही परिक्रमा सुरु राहणार आहे. या काळात त्या पाच हजार किलोमीटरचा त्या प्रवास करणार आहेत. यावेळी ज्योतिर्लिंग — [456, 1018, 612, 1074]
filler-copy: सातारा/प्रतिनिधी : लावणी नृत्याच्या माध्यमातून संपूर्ण राज्याला परिचीत झालेली आणि शहरातील सिव्हेरवर रुग्णालयात उपचार सुरु आहेत. प्रसारमाध्यमांवर ही बातमी प्रसिद्ध होताच गौतमी धुळे शहरातील आजळकर नगर भागात एक व्यक्ती मरणासन्नावस्थेत असल्याची माहिती स्थानिक — [223, 1299, 407, 1346]
gautami-quote-box — [15, 1432, 701, 1502]
filler-copy: छत्रपती संभाजीनगर/प्रतिनिधी : भाजपच्या नेत्या पंकजा मुंडे यांची आजपासून शिवशक्ती परिक्रमा यात्रा सुरु झाली आहे. राज्यातील अनेक जिल्ह्यातून ही यात्रा जाणार आहेत. ४ सप्टेंबर ते ११ सप्टेंबरपर्यंत पंकजा मुंडे यांची ही परिक्रमा सुरु राहणार आहे. या काळात त्या पाच हजार किलोमीटरचा त्या प्रवास करणार आहेत. यावेळी ज्योतिर्लिंग — [290, 915, 502, 1215]
satellite-map — [610, 205, 912, 520]
filler-copy: बंगळुरु/वृत्तसंस्था : भारताच्या चांद्रयान-३ मोहिमेत महत्त्वाची भूमिका बजावणारे भारतीय अंतराळ संशोधन संस्थेच्या (इस्रो) शास्त्रज्ञ एन. वलरमथी यांचे निधन झाले आहे. हृदयविकाराच्या झटक्याने त्यांनी रविवारी अखेरचा श्वास घेतला — [620, 1104, 755, 1151]
lead-subhead: कोकण, मध्य महाराष्ट्रासह विदर्भ आणि मराठवाड्यात मेघगर्जनेसह पावसाचा अंदाज — [290, 172, 912, 200]
pankaja-headline: पंकजा मुंडे राजकीय अस्तित्वाच्या शोधात? — [340, 646, 560, 726]
lead-text: मुंबई/प्रतिनिधी: राज्यात पुन्हा मोसमी पाऊस सक्रिय होण्याची चिन्हं आहेत. ५ सप्टेंबरनंतर राज्यात पुन्हा पावसाला सुरुवात होईल, असा अंदाज भारतीय हवामान विभागानं वर्तवलाय. अनेक दिवसांपासून रुसून बसलेला पाऊस पुन्हा एकदा राज्यावर कृपा करणार आहे. येत्या २४ तासांमध्ये राज्यात अनेक ठिकाणी मुसळधार पावसाचा अंदाज वर्तविण्यात आला आहे. पुढील दोन ते तीन दिवसांत जोरदार पाऊस कोसळला.. यामुळे उकाड्याने त्रस्त नागपूरकरांना दिलासा मिळाला. मात्र या पावसाने पुरती दाणादाणही उडवली. अनेक ठिकाणी पावसामुळे झाडं कोसळली. तसंच काही ठिकाणी बीजही गायब झाली. दरम्यान हवामान विभागाने नागपुरात यलो अलर्ट दिलाय. चंद्रपूर जिल्ह्यात पावसाचं पुनरागमन झालं. यामुळे नागरिकांना दिलासा मिळाला. विजांच्या गडगडाटासह मुसळधार पाऊस मोठा दिलासा मिळाला. तसेच या पावसामुळे धान पिकांनाही नक्कीच फायदा होणार आहे. — [290, 355, 607, 439]
filler-copy: सातारा/प्रतिनिधी : लावणी नृत्याच्या माध्यमातून संपूर्ण राज्याला परिचीत झालेली आणि शहरातील सिव्हेरवर रुग्णालयात उपचार सुरु आहेत. प्रसारमाध्यमांवर ही बातमी प्रसिद्ध होताच गौतमी धुळे शहरातील आजळकर नगर भागात एक व्यक्ती मरणासन्नावस्थेत असल्याची माहिती स्थानिक — [334, 1290, 600, 1421]
filler-copy: छत्रपती संभाजीनगर/प्रतिनिधी : भाजपच्या नेत्या पंकजा मुंडे यांची आजपासून शिवशक्ती परिक्रमा यात्रा सुरु झाली आहे. राज्यातील अनेक जिल्ह्यातून ही यात्रा जाणार आहेत. ४ सप्टेंबर ते ११ सप्टेंबरपर्यंत पंकजा मुंडे यांची ही परिक्रमा सुरु राहणार आहे. या काळात त्या पाच हजार किलोमीटरचा त्या प्रवास करणार आहेत. यावेळी ज्योतिर्लिंग — [456, 915, 612, 971]
rain-photo — [290, 205, 607, 352]
cmyk-label: CMYK — [21, 17, 48, 27]
filler-copy: विरोधकांस त्यांचा पैस सोडाच; पण वृत्तमाध्यमांपासूनसुद्धा कसे वंचित ठेवावे हे विद्यमान केंद्र सरकारकडून शिकण्यासारखे आहे. मुंबईत नव्या 'इंडिया' आघाडीच्या तिसऱ्या बैठकीच्या पार्श्वभूमीवर विशेष संसद अधिवेशनाची घोषणा करणे आणि त्यात 'एक देश एक निवडणूक' संकल्पनेचे पिलू सोडणे हा याचाच एक धडा. वास्तविक केंद्रीय सत्ताधारी आणि राज्याराज्यांतील त्यांची नवी आघात पिलावळ 'इंडिया' आघाडी किती अर्थहीन हे सांगण्यासाठी जिवाचे रान करीत असताना परत त्यांना — [27, 349, 269, 405]
pankaja-photo-1 — [290, 770, 410, 910]
filler-copy: विरोधकांस त्यांचा पैस सोडाच; पण वृत्तमाध्यमांपासूनसुद्धा कसे वंचित ठेवावे हे विद्यमान केंद्र सरकारकडून शिकण्यासारखे आहे. मुंबईत नव्या 'इंडिया' आघाडीच्या तिसऱ्या बैठकीच्या पार्श्वभूमीवर विशेष संसद अधिवेशनाची घोषणा करणे आणि त्यात 'एक देश एक निवडणूक' संकल्पनेचे पिलू सोडणे हा याचाच एक धडा. वास्तविक केंद्रीय सत्ताधारी आणि राज्याराज्यांतील त्यांची नवी आघात पिलावळ 'इंडिया' आघाडी किती अर्थहीन हे सांगण्यासाठी जिवाचे रान करीत असताना परत त्यांना — [27, 490, 269, 546]
filler-copy: विरोधकांस त्यांचा पैस सोडाच; पण वृत्तमाध्यमांपासूनसुद्धा कसे वंचित ठेवावे हे विद्यमान केंद्र सरकारकडून शिकण्यासारखे आहे. मुंबईत नव्या 'इंडिया' आघाडीच्या तिसऱ्या बैठकीच्या पार्श्वभूमीवर विशेष संसद अधिवेशनाची घोषणा करणे आणि त्यात 'एक देश एक निवडणूक' संकल्पनेचे पिलू सोडणे हा याचाच एक धडा. वास्तविक केंद्रीय सत्ताधारी आणि राज्याराज्यांतील त्यांची नवी आघात पिलावळ 'इंडिया' आघाडी किती अर्थहीन हे सांगण्यासाठी जिवाचे रान करीत असताना परत त्यांना — [27, 255, 269, 311]
filler-copy: विरोधकांस त्यांचा पैस सोडाच; पण वृत्तमाध्यमांपासूनसुद्धा कसे वंचित ठेवावे हे विद्यमान केंद्र सरकारकडून शिकण्यासारखे आहे. मुंबईत नव्या 'इंडिया' आघाडीच्या तिसऱ्या बैठकीच्या पार्श्वभूमीवर विशेष संसद अधिवेशनाची घोषणा करणे आणि त्यात 'एक देश एक निवडणूक' संकल्पनेचे पिलू सोडणे हा याचाच एक धडा. वास्तविक केंद्रीय सत्ताधारी आणि राज्याराज्यांतील त्यांची नवी आघात पिलावळ 'इंडिया' आघाडी किती अर्थहीन हे सांगण्यासाठी जिवाचे रान करीत असताना परत त्यांना — [27, 725, 269, 781]
filler-copy: विरोधकांस त्यांचा पैस सोडाच; पण वृत्तमाध्यमांपासूनसुद्धा कसे वंचित ठेवावे हे विद्यमान केंद्र सरकारकडून शिकण्यासारखे आहे. मुंबईत नव्या 'इंडिया' आघाडीच्या तिसऱ्या बैठकीच्या पार्श्वभूमीवर विशेष संसद अधिवेशनाची घोषणा करणे आणि त्यात 'एक देश एक निवडणूक' संकल्पनेचे पिलू सोडणे हा याचाच एक धडा. वास्तविक केंद्रीय सत्ताधारी आणि राज्याराज्यांतील त्यांची नवी आघात पिलावळ 'इंडिया' आघाडी किती अर्थहीन हे सांगण्यासाठी जिवाचे रान करीत असताना परत त्यांना — [27, 537, 269, 593]
pankaja-text: छत्रपती संभाजीनगर/प्रतिनिधी : भाजपच्या नेत्या पंकजा मुंडे यांची आजपासून शिवशक्ती परिक्रमा यात्रा सुरु झाली आहे. राज्यातील अनेक जिल्ह्यातून ही यात्रा जाणार आहेत. ४ सप्टेंबर ते ११ सप्टेंबरपर्यंत पंकजा मुंडे यांची ही परिक्रमा सुरु राहणार आहे. या काळात त्या पाच हजार किलोमीटरचा त्या प्रवास करणार आहेत. यावेळी ज्योतिर्लिंग छत्रपती संभाजीनगर/प्रतिनिधी : भाजपच्या नेत्या पंकजा मुंडे यांची आजपासून शिवशक्ती परिक्रमा यात्रा सुरु झाली आहे. राज्यातील अनेक जिल्ह्यातून ही यात्रा जाणार आहेत. ४ सप्टेंबर ते ११ सप्टेंबरपर्यंत पंकजा मुंडे यांची ही परिक्रमा सुरु राहणार आहे. या काळात त्या पाच हजार किलोमीटरचा त्या प्रवास करणार आहेत. यावेळी ज्योतिर्लिंग छत्रपती संभाजीनगर/प्रतिनिधी : भाजपच्या नेत्या पंकजा मुंडे यांची आजपासून शिवशक्ती परिक्रमा यात्रा सुरु झाली आहे. राज्यातील अनेक जिल्ह्यातून ही यात्रा जाणार आहेत. ४ सप्टेंबर ते ११ सप्टेंबरपर्यंत पंकजा मुंडे यांची ही परिक्रमा सुरु राहणार आहे. या काळात त्या पाच हजार किलोमीटरचा त्या प्रवास करणार आहेत. यावेळी ज्योतिर्लिंग छत्रपती संभाजीनगर/प्रतिनिधी : भाजपच्या नेत्या पंकजा मुंडे यांची आजपासून शिवशक्ती परिक्रमा यात्रा सुरु झाली आहे. राज्यातील अनेक जिल्ह्यातून ही यात्रा जाणार आहेत. ४ सप्टेंबर ते ११ सप्टेंबरपर्यंत पंकजा मुंडे यांची ही परिक्रमा सुरु राहणार आहे. या काळात त्या पाच हजार किलोमीटरचा त्या प्रवास करणार आहेत. यावेळी ज्योतिर्लिंग छत्रपती संभाजीनगर/प्रतिनिधी : भाजपच्या नेत्या पंकजा मुंडे यांची आजपासून शिवशक्ती परिक्रमा यात्रा सुरु झाली आहे. राज्यातील अनेक जिल्ह्यातून ही यात्रा जाणार आहेत. ४ सप्टेंबर ते ११ सप्टेंबरपर्यंत पंकजा मुंडे यांची ही परिक्रमा सुरु राहणार आहे. या काळात त्या पाच हजार किलोमीटरचा त्या प्रवास करणार आहेत. यावेळी ज्योतिर्लिंग छत्रपती संभाजीनगर/प्रतिनिधी : भाजपच्या नेत्या पंकजा मुंडे यांची आजपासून शिवशक्ती परिक्रमा यात्रा सुरु झाली आहे. राज्यातील अनेक जिल्ह्यातून ही यात्रा जाणार आहेत. ४ सप्टेंबर ते ११ सप्टेंबरपर्यंत पंकजा मुंडे यांची ही परिक्रमा सुरु राहणार आहे. या काळात त्या पाच हजार किलोमीटरचा त्या प्रवास करणार आहेत. यावेळी ज्योतिर्लिंग छत्रपती संभाजीनगर/प्रतिनिधी : भाजपच्या नेत्या पंकजा मुंडे यांची आजपासून शिवशक्ती परिक्रमा यात्रा सुरु झाली आहे. राज्यातील अनेक जिल्ह्यातून ही यात्रा जाणार आहेत. ४ सप्टेंबर ते ११ सप्टेंबरपर्यंत पंकजा मुंडे यांची ही परिक्रमा सुरु राहणार आहे. या काळात त्या पाच हजार किलोमीटरचा त्या प्रवास करणार आहेत. यावेळी ज्योतिर्लिंग छत्रपती संभाजीनगर/प्रतिनिधी : भाजपच्या नेत्या पंकजा मुंडे यांची आजपासून शिवशक्ती परिक्रमा यात्रा सुरु झाली आहे. राज्यातील अनेक जिल्ह्यातून ही यात्रा जाणार आहेत. ४ सप्टेंबर ते ११ सप्टेंबरपर्यंत पंकजा मुंडे यांची ही परिक्रमा सुरु राहणार आहे. या काळात त्या पाच हजार किलोमीटरचा त्या प्रवास करणार आहेत. यावेळी ज्योतिर्लिंग छत्रपती संभाजीनगर/प्रतिनिधी : भाजपच्या नेत्या पंकजा मुंडे यांची आजपासून शिवशक्ती परिक्रमा यात्रा सुरु झाली आहे. राज्यातील अनेक जिल्ह्यातून ही यात्रा जाणार आहेत. ४ सप्टेंबर ते ११ सप्टेंबरपर्यंत पंकजा मुंडे यांची ही परिक्रमा सुरु राहणार आहे. या काळात त्या पाच हजार किलोमीटरचा त्या प्रवास करणार आहेत. यावेळी ज्योतिर्लिंग छत्रपती संभाजीनगर/प्रतिनिधी : भाजपच्या नेत्या पंकजा मुंडे यांची आजपासून शिवशक्ती परिक्रमा यात्रा सुरु झाली आहे. राज्यातील अनेक जिल्ह्यातून ही यात्रा जाणार आहेत. ४ सप्टेंबर ते ११ सप्टेंबरपर्यंत पंकजा मुंडे यांची ही परिक्रमा सुरु राहणार आहे. या काळात त्या पाच हजार किलोमीटरचा त्या प्रवास करणार आहेत. यावेळी ज्योतिर्लिंग छत्रपती संभाजीनगर/प्रतिनिधी : भाजपच्या नेत्या पंकजा मुंडे यांची आजपासून शिवशक्ती परिक्रमा यात्रा सुरु झाली आहे. राज्यातील अनेक जिल्ह्यातून ही यात्रा जाणार आहेत. ४ सप्टेंबर ते ११ सप्टेंबरपर्यंत पंकजा मुंडे यांची ही परिक्रमा सुरु राहणार आहे. या काळात त्या पाच हजार किलोमीटरचा त्या प्रवास करणार आहेत. यावेळी ज्योतिर्लिंग छत्रपती संभाजीनगर/प्रतिनिधी : भाजपच्या नेत्या पंकजा मुंडे यांची आजपासून शिवशक्ती परिक्रमा यात्रा सुरु झाली आहे. राज्यातील अनेक जिल्ह्यातून ही यात्रा जाणार आहेत. ४ सप्टेंबर ते ११ सप्टेंबरपर्यंत पंकजा मुंडे यांची ही परिक्रमा सुरु राहणार आहे. या काळात त्या पाच हजार किलोमीटरचा त्या प्रवास करणार आहेत. — [290, 915, 612, 1225]
filler-copy: बंगळुरु/वृत्तसंस्था : भारताच्या चांद्रयान-३ मोहिमेत महत्त्वाची भूमिका बजावणारे भारतीय अंतराळ संशोधन संस्थेच्या (इस्रो) शास्त्रज्ञ एन. वलरमथी यांचे निधन झाले आहे. हृदयविकाराच्या झटक्याने त्यांनी रविवारी अखेरचा श्वास घेतला — [620, 813, 755, 869]
filler-copy: सातारा/प्रतिनिधी : लावणी नृत्याच्या माध्यमातून संपूर्ण राज्याला परिचीत झालेली आणि शहरातील सिव्हेरवर रुग्णालयात उपचार सुरु आहेत. प्रसारमाध्यमांवर ही बातमी प्रसिद्ध होताच गौतमी धुळे शहरातील आजळकर नगर भागात एक व्यक्ती मरणासन्नावस्थेत असल्याची माहिती स्थानिक — [416, 1318, 600, 1364]
isro-rover: चांद्रयान-३ चे प्रज्ञान रोव्हर स्लिप मोडवर चांद्रयान-३ च्या रोव्हर प्रज्ञानने चंद्राच्या पृष्ठभागावर आपले काम पूर्ण केले आहे आणि आता ते स्लीप मोडमध्ये गेले आहे. इस्रोने शनिवारी ही माहिती दिली. यापूर्वी, इस्रोचे प्रमुख एस सोमनाथ म्हणाले होते की चंद्रावर पाठवलेले चांद्रयान-३ चे रोव्हर आणि लँडर योग्यरित्या कार्यरत आहेत आणि चंद्रावर रात्र असल्याने ते 'निष्क्रिय' केले जाईल. — [760, 1088, 912, 1153]
filler-copy: छत्रपती संभाजीनगर/प्रतिनिधी : भाजपच्या नेत्या पंकजा मुंडे यांची आजपासून शिवशक्ती परिक्रमा यात्रा सुरु झाली आहे. राज्यातील अनेक जिल्ह्यातून ही यात्रा जाणार आहेत. ४ सप्टेंबर ते ११ सप्टेंबरपर्यंत पंकजा मुंडे यांची ही परिक्रमा सुरु राहणार आहे. या काळात त्या पाच हजार किलोमीटरचा त्या प्रवास करणार आहेत. यावेळी ज्योतिर्लिंग — [290, 1112, 446, 1168]
pankaja-photo-3 — [502, 770, 612, 910]
filler-copy: विरोधकांस त्यांचा पैस सोडाच; पण वृत्तमाध्यमांपासूनसुद्धा कसे वंचित ठेवावे हे विद्यमान केंद्र सरकारकडून शिकण्यासारखे आहे. मुंबईत नव्या 'इंडिया' आघाडीच्या तिसऱ्या बैठकीच्या पार्श्वभूमीवर विशेष संसद अधिवेशनाची घोषणा करणे आणि त्यात 'एक देश एक निवडणूक' संकल्पनेचे पिलू सोडणे हा याचाच एक धडा. वास्तविक केंद्रीय सत्ताधारी आणि राज्याराज्यांतील त्यांची नवी आघात पिलावळ 'इंडिया' आघाडी किती अर्थहीन हे सांगण्यासाठी जिवाचे रान करीत असताना परत त्यांना — [27, 443, 269, 499]
registration-cross-icon: ⊕ — [926, 1510, 937, 1525]
filler-copy: छत्रपती संभाजीनगर/प्रतिनिधी : भाजपच्या नेत्या पंकजा मुंडे यांची आजपासून शिवशक्ती परिक्रमा यात्रा सुरु झाली आहे. राज्यातील अनेक जिल्ह्यातून ही यात्रा जाणार आहेत. ४ सप्टेंबर ते ११ सप्टेंबरपर्यंत पंकजा मुंडे यांची ही परिक्रमा सुरु राहणार आहे. या काळात त्या पाच हजार किलोमीटरचा त्या प्रवास करणार आहेत. यावेळी ज्योतिर्लिंग — [290, 1065, 446, 1121]
pankaja-subhead: शिवशक्ती परिक्रमा यात्रा सुरु; ५ हजार किलोमीटर पायी प्रवास — [290, 749, 571, 764]
